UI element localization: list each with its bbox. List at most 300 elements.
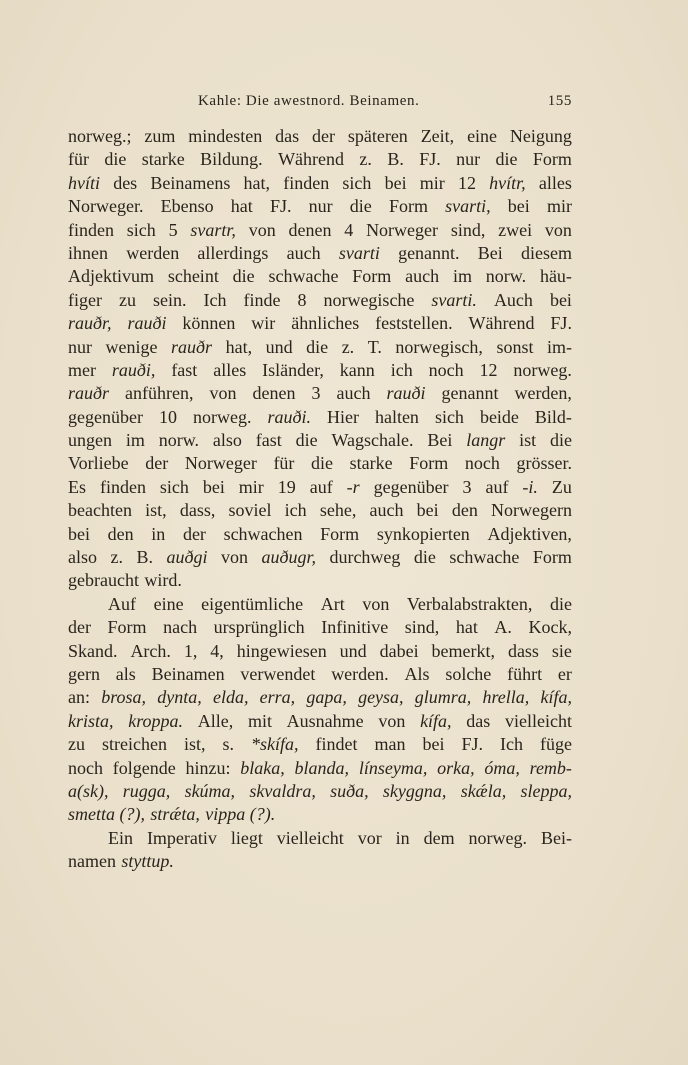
word: 19 [277, 476, 296, 497]
word: den [107, 523, 134, 544]
word: noch [428, 359, 464, 380]
italic-word: skvaldra, [249, 780, 316, 801]
italic-word: -i. [522, 476, 538, 497]
word: diesem [520, 242, 572, 263]
page-number: 155 [547, 93, 572, 109]
word: noch [68, 757, 103, 778]
word: halten [374, 406, 419, 427]
word: sich [342, 172, 372, 193]
word: werden, [514, 383, 572, 404]
word: feststellen. [375, 313, 453, 334]
word: die [295, 430, 318, 451]
word: finde [243, 289, 281, 310]
word: ist, [183, 734, 206, 755]
word: im- [546, 336, 572, 357]
italic-word: -r [346, 476, 360, 497]
word: die [495, 149, 518, 170]
word: finden [68, 219, 114, 240]
word: norw. [158, 430, 200, 451]
word: Zu [551, 476, 572, 497]
word: allerdings [197, 242, 269, 263]
word: bei [68, 523, 90, 544]
word: vielleicht [504, 710, 572, 731]
italic-word: blanda, [294, 757, 350, 778]
word: die [549, 593, 572, 614]
italic-word: rauði. [267, 406, 311, 427]
word: ähnliches [291, 313, 360, 334]
text-line [68, 406, 572, 429]
word: in [395, 827, 410, 848]
word: Adjektiven, [487, 523, 572, 544]
text-line [68, 616, 572, 639]
word: starke [349, 453, 393, 474]
word: sonst [496, 336, 534, 357]
word: 3 [462, 476, 472, 497]
word: schwache [268, 266, 339, 287]
italic-word: smetta (?), [68, 804, 145, 825]
word: ist, [145, 500, 167, 521]
word: streichen [102, 734, 167, 755]
text-line [68, 195, 572, 218]
word: alles [213, 359, 247, 380]
word: finden [99, 476, 146, 497]
word: Norwegern [491, 500, 572, 521]
word: eigentümliche [201, 593, 304, 614]
body-text [68, 125, 572, 874]
italic-word: dynta, [157, 687, 202, 708]
word: ich [284, 500, 307, 521]
word: z. [359, 149, 372, 170]
italic-word: gapa, [306, 687, 347, 708]
italic-word: skǽla, [460, 780, 507, 801]
word: 8 [297, 289, 307, 310]
italic-word: glumra, [414, 687, 472, 708]
word: ist [519, 430, 537, 451]
word: Auf [108, 593, 136, 614]
word: hingewiesen [236, 640, 327, 661]
word: genannt. [398, 242, 460, 263]
text-line [68, 593, 572, 616]
word: Neigung [509, 126, 572, 146]
italic-word: óma, [484, 757, 520, 778]
word: Isländer, [262, 359, 324, 380]
word: Vorliebe [68, 453, 129, 474]
word: kann [339, 359, 375, 380]
italic-word: rauðr [171, 336, 213, 357]
word: Kock, [528, 617, 572, 638]
text-line [68, 523, 572, 546]
word: werden. [331, 663, 389, 684]
word: fast [171, 359, 198, 380]
text-line [68, 733, 572, 756]
word: Ein [108, 827, 133, 848]
word: dass, [179, 500, 216, 521]
word: Skand. [68, 640, 118, 661]
text-line [68, 546, 572, 569]
word: Als [404, 663, 430, 684]
word: das [466, 710, 491, 731]
word: Während [468, 313, 535, 334]
word: wenige [105, 336, 158, 357]
word: Ebenso [160, 196, 214, 217]
word: späteren [347, 126, 408, 146]
italic-word: rauðr, [68, 313, 112, 334]
word: können [182, 313, 236, 334]
word: häu- [539, 266, 572, 287]
word: Form [409, 453, 449, 474]
text-line [68, 686, 572, 709]
word: folgende [112, 757, 176, 778]
italic-word: styttup. [121, 851, 174, 872]
word: mir [419, 172, 445, 193]
word: solche [445, 663, 492, 684]
word: er [557, 663, 572, 684]
word: B. [136, 547, 153, 568]
word: Form [107, 617, 147, 638]
word: figer [68, 289, 102, 310]
text-line [68, 289, 572, 312]
italic-word: geysa, [358, 687, 404, 708]
word: die [349, 196, 372, 217]
word: von [209, 383, 237, 404]
word: Imperativ [146, 827, 217, 848]
word: FJ. [461, 734, 484, 755]
word: gegenüber [373, 476, 449, 497]
word: der [68, 617, 91, 638]
word: führt [507, 663, 543, 684]
word: wird. [144, 570, 182, 591]
word: der [182, 523, 206, 544]
italic-word: svarti [338, 242, 380, 263]
text-line [68, 569, 572, 592]
word: Form [388, 196, 428, 217]
word: zum [144, 126, 176, 146]
italic-word: *skífa, [251, 734, 299, 755]
word: FJ. [550, 313, 572, 334]
word: Infinitive [321, 617, 389, 638]
word: sich [126, 219, 156, 240]
italic-word: kífa, [540, 687, 572, 708]
text-line [68, 640, 572, 663]
word: ich [390, 359, 413, 380]
word: anführen, [125, 383, 194, 404]
word: mir [238, 476, 264, 497]
word: als [115, 663, 136, 684]
word: Bei- [540, 827, 572, 848]
word: norwegische [323, 289, 415, 310]
word: bemerkt, [431, 640, 495, 661]
word: sie [551, 640, 572, 661]
italic-word: auðugr, [261, 547, 316, 568]
text-line [68, 780, 572, 803]
word: norweg. [513, 359, 572, 380]
italic-word: svartr, [190, 219, 236, 240]
word: finden [283, 172, 330, 193]
italic-word: krista, [68, 710, 114, 731]
word: also [212, 430, 242, 451]
word: auch [286, 242, 321, 263]
word: schwachen [223, 523, 303, 544]
word: mer [68, 359, 96, 380]
word: bei [549, 289, 572, 310]
word: die [311, 453, 334, 474]
word: Hier [326, 406, 359, 427]
italic-word: rauðr [68, 383, 110, 404]
word: FJ. [269, 196, 292, 217]
italic-word: hvíti [68, 172, 100, 193]
word: mir [546, 196, 572, 217]
italic-word: rugga, [122, 780, 171, 801]
word: norwegisch, [395, 336, 483, 357]
word: Ich [500, 734, 523, 755]
word: wir [251, 313, 276, 334]
word: genannt [441, 383, 499, 404]
word: hat [455, 617, 478, 638]
word: sich [434, 406, 464, 427]
word: Ich [203, 289, 227, 310]
word: beide [479, 406, 519, 427]
word: Beinamen [151, 663, 225, 684]
word: für [273, 453, 295, 474]
word: 1, [183, 640, 198, 661]
word: norweg. [192, 406, 252, 427]
word: FJ. [419, 149, 441, 170]
italic-word: rauði [386, 383, 426, 404]
italic-word: erra, [259, 687, 296, 708]
text-line [68, 219, 572, 242]
word: B. [387, 149, 404, 170]
word: ursprünglich [213, 617, 305, 638]
word: verwendet [240, 663, 316, 684]
word: bei [507, 196, 530, 217]
italic-word: svarti, [445, 196, 491, 217]
italic-word: sleppa, [520, 780, 572, 801]
word: T. [367, 336, 382, 357]
word: der [145, 453, 169, 474]
text-line [68, 663, 572, 686]
word: z. [341, 336, 355, 357]
text-line [68, 850, 572, 873]
word: sind, [404, 617, 440, 638]
italic-word: rauði [127, 313, 167, 334]
word: 12 [479, 359, 498, 380]
word: die [232, 266, 255, 287]
italic-word: strǽta, [150, 804, 200, 825]
word: beachten [68, 500, 132, 521]
text-line [68, 499, 572, 522]
word: die [306, 336, 329, 357]
word: Zeit, [420, 126, 455, 146]
word: Bildung. [200, 149, 263, 170]
text-line [68, 429, 572, 452]
text-line [68, 382, 572, 405]
word: von [544, 219, 572, 240]
text-line [68, 359, 572, 382]
word: grösser. [516, 453, 572, 474]
italic-word: skyggna, [382, 780, 447, 801]
running-title: Kahle: Die awestnord. Beinamen. [198, 93, 420, 109]
word: denen [252, 383, 296, 404]
word: gern [68, 663, 100, 684]
word: Form [320, 523, 360, 544]
italic-word: remb- [529, 757, 572, 778]
italic-word: línseyma, [358, 757, 428, 778]
italic-word: vippa (?). [205, 804, 276, 825]
text-line [68, 452, 572, 475]
word: synkopierten [376, 523, 470, 544]
word: findet [315, 734, 358, 755]
word: das [275, 126, 300, 146]
word: den [451, 500, 478, 521]
word: Form [532, 149, 572, 170]
word: sein. [152, 289, 187, 310]
word: Ausnahme [286, 710, 364, 731]
italic-word: elda, [212, 687, 249, 708]
word: zu [68, 734, 85, 755]
word: Es [68, 476, 86, 497]
text-line [68, 125, 572, 148]
word: hat [230, 196, 253, 217]
word: zwei [498, 219, 533, 240]
word: die [549, 430, 572, 451]
word: Während [278, 149, 345, 170]
word: Arch. [130, 640, 171, 661]
word: fast [255, 430, 282, 451]
word: Alle, [197, 710, 234, 731]
word: dabei [379, 640, 419, 661]
italic-word: a(sk), [68, 780, 109, 801]
word: mindesten [188, 126, 263, 146]
word: zu [118, 289, 136, 310]
italic-word: skúma, [184, 780, 236, 801]
text-line [68, 827, 572, 850]
word: hat, [243, 172, 271, 193]
word: liegt [230, 827, 263, 848]
word: von [362, 593, 390, 614]
word: die [104, 149, 127, 170]
word: vielleicht [276, 827, 344, 848]
word: man [374, 734, 406, 755]
word: vor [357, 827, 382, 848]
word: die [413, 547, 436, 568]
word: Adjektivum [68, 266, 154, 287]
word: bei [416, 500, 439, 521]
word: der [311, 126, 335, 146]
word: und [265, 336, 293, 357]
word: für [68, 149, 89, 170]
word: bei [202, 476, 225, 497]
text-line [68, 242, 572, 265]
text-line [68, 476, 572, 499]
word: füge [540, 734, 572, 755]
word: 4 [344, 219, 354, 240]
word: 4, [210, 640, 224, 661]
word: noch [464, 453, 500, 474]
word: dass [507, 640, 539, 661]
word: norweg.; [68, 126, 132, 146]
italic-word: kroppa. [128, 710, 184, 731]
word: 3 [311, 383, 321, 404]
word: hinzu: [185, 757, 231, 778]
word: sehe, [319, 500, 357, 521]
word: Bild- [534, 406, 572, 427]
word: nur [68, 336, 92, 357]
word: dem [423, 827, 455, 848]
word: soviel [228, 500, 272, 521]
word: Beinamens [150, 172, 231, 193]
italic-word: svarti. [431, 289, 477, 310]
word: ihnen [68, 242, 108, 263]
word: in [151, 523, 166, 544]
text-line [68, 312, 572, 335]
italic-word: suða, [330, 780, 369, 801]
word: durchweg [329, 547, 401, 568]
italic-word: langr [466, 430, 506, 451]
word: im [125, 430, 145, 451]
word: hat, [225, 336, 253, 357]
word: 10 [158, 406, 177, 427]
italic-word: kífa, [420, 710, 452, 731]
word: eine [153, 593, 184, 614]
word: auf [485, 476, 509, 497]
word: Form [352, 266, 392, 287]
word: ungen [68, 430, 112, 451]
word: nur [308, 196, 333, 217]
italic-word: orka, [437, 757, 475, 778]
word: Wagschale. [331, 430, 414, 451]
word: 5 [168, 219, 178, 240]
word: Bei [427, 430, 453, 451]
word: scheint [167, 266, 219, 287]
word: namen [68, 851, 116, 872]
word: norw. [485, 266, 527, 287]
word: Norweger. [68, 196, 144, 217]
word: auch [369, 500, 404, 521]
word: auch [405, 266, 440, 287]
word: von [378, 710, 406, 731]
italic-word: rauði, [111, 359, 156, 380]
word: s. [222, 734, 234, 755]
word: an: [68, 687, 90, 708]
word: eine [467, 126, 498, 146]
running-head [68, 93, 572, 113]
word: Art [320, 593, 345, 614]
word: 12 [457, 172, 476, 193]
word: des [113, 172, 138, 193]
italic-word: brosa, [101, 687, 147, 708]
word: alles [538, 172, 572, 193]
word: Bei [477, 242, 503, 263]
word: von [220, 547, 248, 568]
text-line [68, 148, 572, 171]
word: denen [288, 219, 332, 240]
text-line [68, 710, 572, 733]
word: auch [336, 383, 371, 404]
word: norweg. [468, 827, 528, 848]
text-line [68, 757, 572, 780]
word: starke [141, 149, 185, 170]
word: Verbalabstrakten, [406, 593, 533, 614]
word: bei [384, 172, 407, 193]
word: mit [247, 710, 272, 731]
word: sind, [450, 219, 486, 240]
word: auf [309, 476, 333, 497]
word: Auch [493, 289, 533, 310]
word: A. [494, 617, 512, 638]
word: Form [532, 547, 572, 568]
word: werden [126, 242, 180, 263]
word: gegenüber [68, 406, 143, 427]
